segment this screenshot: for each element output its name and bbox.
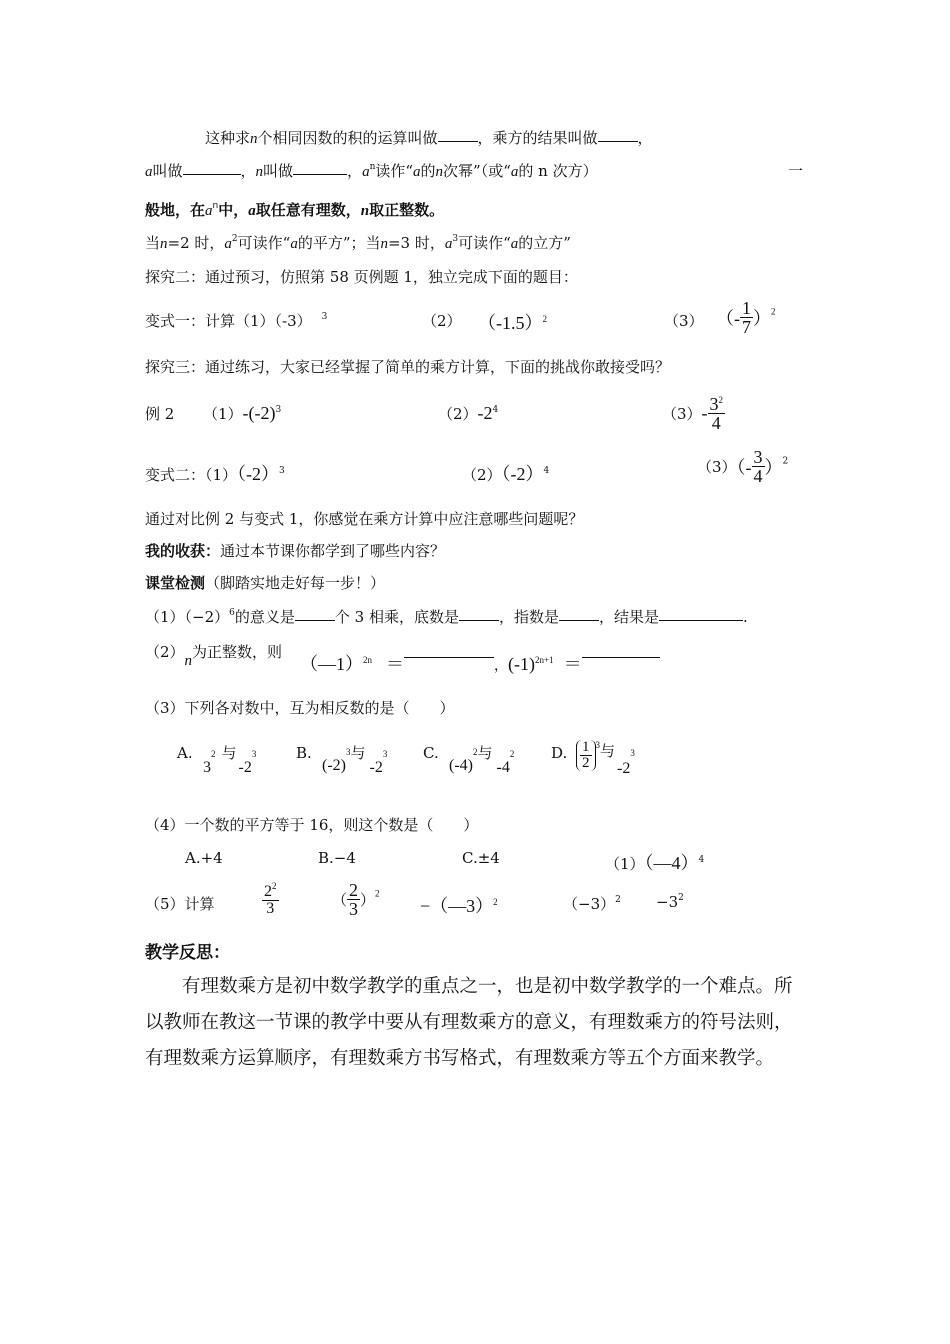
example-2: 例 2 — [145, 405, 175, 423]
variant-1-expr-3: （- $\frac{1}{7}$ ）$^2$ — [716, 298, 776, 337]
intro-dash: 一 — [788, 162, 804, 180]
question-2: （2）n为正整数，则 — [145, 643, 283, 669]
answer-blank[interactable] — [293, 173, 347, 175]
variant-2-item-2: $(2)(-2)^4$ — [462, 464, 550, 484]
option-d-expr: $\frac{1}{2}$ $^3$与$-2^3$ — [576, 740, 635, 771]
answer-blank[interactable] — [183, 173, 241, 175]
question-1: $(1)(-2)^6$的意义是 个 3 相乘，底数是 ，指数是 ，结果是 . — [145, 608, 748, 626]
answer-blank[interactable] — [295, 619, 335, 621]
example-2-item-1: $(1)-(-2)^3$ — [203, 403, 282, 423]
fraction: $\frac{3^2}{4}$ — [709, 394, 724, 433]
question-5-label: （5）计算 — [145, 895, 215, 913]
variant-1-expr-2: $(-1.5)^2$ — [478, 313, 547, 333]
question-4: （4）一个数的平方等于 16，则这个数是（ ） — [145, 816, 479, 834]
question-5-expr-5: $-3^2$ — [656, 893, 684, 911]
option-4a[interactable]: A.+4 — [185, 849, 223, 867]
explore-2-heading: 探究二：通过预习，仿照第 58 页例题 1，独立完成下面的题目： — [145, 268, 578, 286]
answer-blank[interactable] — [559, 619, 599, 621]
question-2-expr-1: （—1）$^{2n}$ ＝ ，$(-1)^{2n+1}$ ＝ — [300, 650, 660, 676]
question-5-expr-3: −（—3）$^2$ — [420, 896, 498, 916]
option-b-expr: $(-2)^3$与$-2^3$ — [322, 744, 388, 776]
option-4c[interactable]: C.±4 — [462, 849, 500, 867]
answer-blank[interactable] — [659, 619, 743, 621]
intro-line-2: a叫做 ，n叫做 ，$a^n$读作“a的n次幂”（或“a的 n 次方） — [145, 162, 598, 180]
fraction: $\frac{3}{4}$ — [753, 447, 763, 486]
reflection-line-1: 有理数乘方是初中数学教学的重点之一，也是初中数学教学的一个难点。所 — [182, 976, 793, 997]
explore-3-heading: 探究三：通过练习，大家已经掌握了简单的乘方计算，下面的挑战你敢接受吗？ — [145, 358, 671, 376]
variant-1-item-2: （2） — [422, 312, 462, 330]
answer-blank[interactable] — [438, 140, 478, 142]
option-c[interactable]: C. — [423, 744, 439, 762]
option-c-expr: $(-4)^2$与$-4^2$ — [449, 744, 515, 776]
question-4-calc-1: （1）（—4）$^4$ — [605, 853, 705, 873]
reflection-title: 教学反思： — [145, 943, 230, 963]
option-a[interactable]: A. — [177, 744, 193, 762]
answer-blank[interactable] — [404, 656, 494, 658]
variant-2-label: 变式二：$(1)(-2)^3$ — [145, 464, 285, 484]
answer-blank[interactable] — [598, 140, 638, 142]
fraction: $\frac{1}{2}$ — [582, 739, 590, 771]
variant-1-item-3: （3） — [664, 312, 704, 330]
option-4b[interactable]: B.−4 — [318, 849, 356, 867]
question-5-expr-2: （ $\frac{2}{3}$ ）$^2$ — [332, 880, 380, 919]
compare-question: 通过对比例 2 与变式 1，你感觉在乘方计算中应注意哪些问题呢？ — [145, 510, 584, 528]
example-2-item-3: （3）- $\frac{3^2}{4}$ — [662, 394, 724, 433]
option-d[interactable]: D. — [551, 744, 568, 762]
class-check-heading: 课堂检测（脚踏实地走好每一步！） — [145, 574, 386, 592]
fraction: $\frac{1}{7}$ — [742, 298, 751, 337]
reflection-line-2: 以教师在教这一节课的教学中要从有理数乘方的意义，有理数乘方的符号法则， — [145, 1012, 793, 1033]
fraction: $\frac{2^2}{3}$ — [264, 881, 277, 917]
question-3: （3）下列各对数中，互为相反数的是（ ） — [145, 699, 455, 717]
intro-line-1: 这种求n个相同因数的积的运算叫做 ，乘方的结果叫做 ， — [205, 129, 653, 147]
question-5-expr-4: $(-3)^2$ — [563, 895, 621, 913]
answer-blank[interactable] — [459, 619, 499, 621]
intro-line-3: 般地，在$a^n$中，a取任意有理数，n取正整数。 — [145, 201, 445, 219]
option-b[interactable]: B. — [296, 744, 312, 762]
harvest-line: 我的收获：通过本节课你都学到了哪些内容？ — [145, 542, 446, 560]
reflection-line-3: 有理数乘方运算顺序，有理数乘方书写格式，有理数乘方等五个方面来教学。 — [145, 1048, 775, 1069]
question-5-expr-1 — [262, 882, 279, 917]
variant-1-label: 变式一：计算（1）（-3） $^3$ — [145, 312, 328, 330]
fraction: $\frac{2}{3}$ — [349, 880, 359, 919]
option-a-expr: $3^2$ 与$-2^3$ — [203, 744, 257, 776]
answer-blank[interactable] — [582, 656, 660, 658]
intro-line-4: 当n=2 时，$a^2$可读作“a的平方”；当n=3 时，$a^3$可读作“a的立方” — [145, 234, 571, 252]
example-2-item-2: $(2)-2^4$ — [438, 403, 499, 423]
variant-2-item-3: （3）（- $\frac{3}{4}$ ）$^2$ — [697, 447, 789, 486]
